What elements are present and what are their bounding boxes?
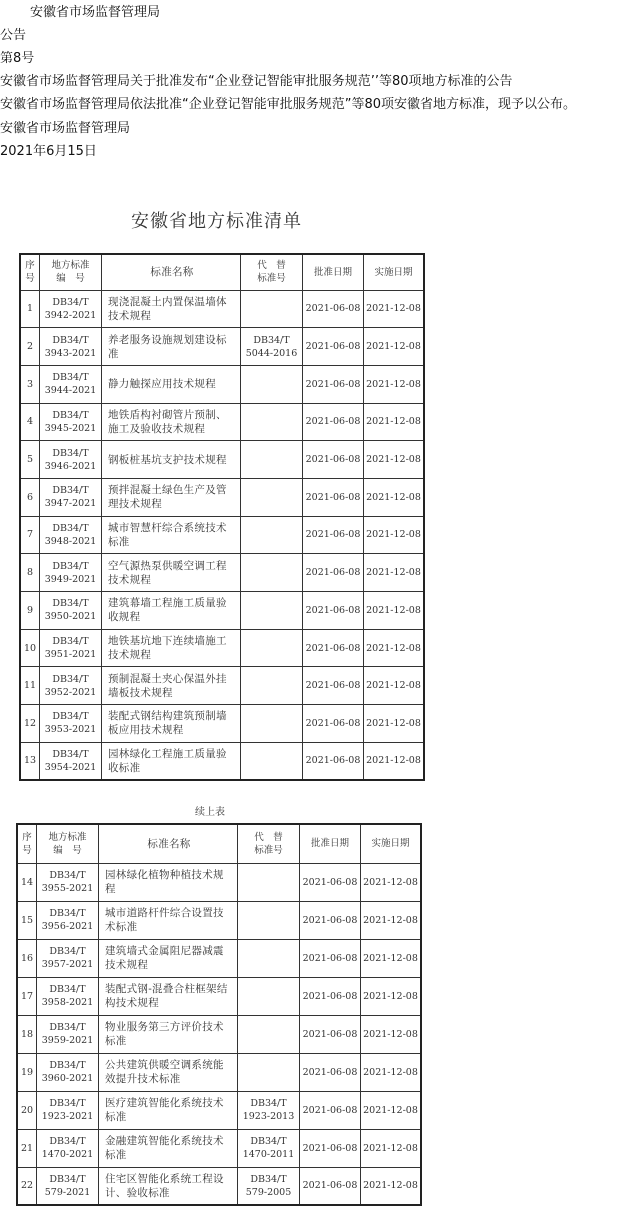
table-row [20, 328, 424, 366]
table-row [17, 863, 421, 901]
standard-code: DB34/T 3949-2021 [40, 554, 102, 592]
standard-code: DB34/T 579-2021 [37, 1167, 99, 1205]
standard-name: 园林绿化植物种植技术规程 [99, 863, 238, 901]
implement-date: 2021-12-08 [364, 328, 425, 366]
table-row [20, 441, 424, 479]
standard-name: 金融建筑智能化系统技术标准 [99, 1129, 238, 1167]
doc-date: 2021年6月15日 [0, 144, 97, 159]
standard-name: 地铁盾构衬砌管片预制、施工及验收技术规程 [102, 403, 241, 441]
standard-code: DB34/T 3948-2021 [40, 516, 102, 554]
replaced-standard [241, 441, 303, 479]
row-number: 9 [20, 592, 40, 630]
approve-date: 2021-06-08 [300, 901, 361, 939]
approve-date: 2021-06-08 [303, 667, 364, 705]
standard-code: DB34/T 3946-2021 [40, 441, 102, 479]
row-number: 1 [20, 290, 40, 328]
implement-date: 2021-12-08 [364, 742, 425, 780]
standard-code: DB34/T 3954-2021 [40, 742, 102, 780]
row-number: 22 [17, 1167, 37, 1205]
row-number: 16 [17, 939, 37, 977]
approve-date: 2021-06-08 [300, 1053, 361, 1091]
table-row [20, 554, 424, 592]
table-row [17, 939, 421, 977]
implement-date: 2021-12-08 [361, 1129, 422, 1167]
standard-code: DB34/T 3956-2021 [37, 901, 99, 939]
row-number: 13 [20, 742, 40, 780]
implement-date: 2021-12-08 [364, 629, 425, 667]
standard-name: 空气源热泵供暖空调工程技术规程 [102, 554, 241, 592]
row-number: 10 [20, 629, 40, 667]
col-code-header: 地方标准 编 号 [40, 254, 102, 290]
table-row [20, 365, 424, 403]
replaced-standard: DB34/T 1470-2011 [238, 1129, 300, 1167]
approve-date: 2021-06-08 [303, 705, 364, 743]
approve-date: 2021-06-08 [303, 290, 364, 328]
agency-header: 安徽省市场监督管理局 [30, 5, 161, 20]
implement-date: 2021-12-08 [361, 1091, 422, 1129]
standard-name: 公共建筑供暖空调系统能效提升技术标准 [99, 1053, 238, 1091]
row-number: 14 [17, 863, 37, 901]
standard-name: 装配式钢-混叠合柱框架结构技术规程 [99, 977, 238, 1015]
implement-date: 2021-12-08 [364, 705, 425, 743]
standard-code: DB34/T 3945-2021 [40, 403, 102, 441]
standard-name: 装配式钢结构建筑预制墙板应用技术规程 [102, 705, 241, 743]
approve-date: 2021-06-08 [303, 592, 364, 630]
approve-date: 2021-06-08 [300, 1091, 361, 1129]
standard-name: 地铁基坑地下连续墙施工技术规程 [102, 629, 241, 667]
approve-date: 2021-06-08 [303, 478, 364, 516]
row-number: 11 [20, 667, 40, 705]
standard-name: 住宅区智能化系统工程设计、验收标准 [99, 1167, 238, 1205]
standard-code: DB34/T 3950-2021 [40, 592, 102, 630]
row-number: 5 [20, 441, 40, 479]
table-row [20, 705, 424, 743]
row-number: 4 [20, 403, 40, 441]
approve-date: 2021-06-08 [303, 516, 364, 554]
table-row [20, 592, 424, 630]
implement-date: 2021-12-08 [361, 1167, 422, 1205]
approve-date: 2021-06-08 [303, 742, 364, 780]
standard-code: DB34/T 3947-2021 [40, 478, 102, 516]
standard-name: 预制混凝土夹心保温外挂墙板技术规程 [102, 667, 241, 705]
replaced-standard [241, 403, 303, 441]
approve-date: 2021-06-08 [303, 403, 364, 441]
replaced-standard: DB34/T 1923-2013 [238, 1091, 300, 1129]
replaced-standard [241, 742, 303, 780]
replaced-standard [241, 478, 303, 516]
table-row [20, 403, 424, 441]
doc-signature: 安徽省市场监督管理局 [0, 121, 131, 136]
row-number: 12 [20, 705, 40, 743]
replaced-standard [238, 901, 300, 939]
replaced-standard: DB34/T 5044-2016 [241, 328, 303, 366]
col-replaces-header: 代 替 标准号 [238, 824, 300, 863]
replaced-standard [241, 592, 303, 630]
row-number: 21 [17, 1129, 37, 1167]
standard-name: 园林绿化工程施工质量验收标准 [102, 742, 241, 780]
standard-code: DB34/T 3955-2021 [37, 863, 99, 901]
continued-label: 续上表 [195, 807, 225, 818]
doc-subject: 安徽省市场监督管理局关于批准发布“企业登记智能审批服务规范’’等80项地方标准的公告 [0, 74, 513, 89]
standard-code: DB34/T 1923-2021 [37, 1091, 99, 1129]
row-number: 6 [20, 478, 40, 516]
replaced-standard [238, 939, 300, 977]
row-number: 18 [17, 1015, 37, 1053]
col-replaces-header: 代 替 标准号 [241, 254, 303, 290]
table-row [20, 667, 424, 705]
table-row [17, 901, 421, 939]
standard-code: DB34/T 3959-2021 [37, 1015, 99, 1053]
row-number: 19 [17, 1053, 37, 1091]
row-number: 20 [17, 1091, 37, 1129]
implement-date: 2021-12-08 [364, 592, 425, 630]
table-header-row [20, 254, 424, 290]
doc-body: 安徽省市场监督管理局依法批准“企业登记智能审批服务规范”等80项安徽省地方标准，现予以公布。 [0, 97, 577, 112]
implement-date: 2021-12-08 [361, 977, 422, 1015]
standard-code: DB34/T 3960-2021 [37, 1053, 99, 1091]
implement-date: 2021-12-08 [361, 1015, 422, 1053]
list-title: 安徽省地方标准清单 [131, 211, 302, 232]
implement-date: 2021-12-08 [361, 901, 422, 939]
standard-code: DB34/T 3953-2021 [40, 705, 102, 743]
implement-date: 2021-12-08 [364, 667, 425, 705]
approve-date: 2021-06-08 [300, 863, 361, 901]
col-approve-header: 批准日期 [303, 254, 364, 290]
standard-code: DB34/T 3942-2021 [40, 290, 102, 328]
standard-name: 建筑墙式金属阻尼器减震技术规程 [99, 939, 238, 977]
standard-name: 预拌混凝土绿色生产及管理技术规程 [102, 478, 241, 516]
replaced-standard [241, 554, 303, 592]
table-row [17, 1053, 421, 1091]
standard-code: DB34/T 3943-2021 [40, 328, 102, 366]
table-row [17, 1129, 421, 1167]
standard-code: DB34/T 3952-2021 [40, 667, 102, 705]
approve-date: 2021-06-08 [303, 328, 364, 366]
approve-date: 2021-06-08 [303, 554, 364, 592]
standard-name: 物业服务第三方评价技术标准 [99, 1015, 238, 1053]
standards-table [19, 253, 425, 781]
col-implement-header: 实施日期 [361, 824, 422, 863]
standard-name: 医疗建筑智能化系统技术标准 [99, 1091, 238, 1129]
standard-code: DB34/T 3957-2021 [37, 939, 99, 977]
implement-date: 2021-12-08 [364, 290, 425, 328]
row-number: 8 [20, 554, 40, 592]
approve-date: 2021-06-08 [300, 1129, 361, 1167]
implement-date: 2021-12-08 [364, 478, 425, 516]
approve-date: 2021-06-08 [303, 365, 364, 403]
standard-name: 城市道路杆件综合设置技术标准 [99, 901, 238, 939]
implement-date: 2021-12-08 [364, 516, 425, 554]
approve-date: 2021-06-08 [303, 441, 364, 479]
implement-date: 2021-12-08 [364, 365, 425, 403]
replaced-standard [241, 705, 303, 743]
standards-table-continued [16, 823, 422, 1206]
standard-code: DB34/T 3944-2021 [40, 365, 102, 403]
replaced-standard [241, 365, 303, 403]
doc-type: 公告 [0, 28, 27, 43]
col-name-header: 标准名称 [99, 824, 238, 863]
replaced-standard [238, 1015, 300, 1053]
row-number: 17 [17, 977, 37, 1015]
replaced-standard [238, 977, 300, 1015]
approve-date: 2021-06-08 [300, 977, 361, 1015]
row-number: 7 [20, 516, 40, 554]
table-row [17, 977, 421, 1015]
implement-date: 2021-12-08 [361, 1053, 422, 1091]
replaced-standard: DB34/T 579-2005 [238, 1167, 300, 1205]
table-header-row [17, 824, 421, 863]
standard-code: DB34/T 3958-2021 [37, 977, 99, 1015]
standard-name: 钢板桩基坑支护技术规程 [102, 441, 241, 479]
col-name-header: 标准名称 [102, 254, 241, 290]
approve-date: 2021-06-08 [300, 1167, 361, 1205]
doc-number: 第8号 [0, 51, 35, 66]
approve-date: 2021-06-08 [303, 629, 364, 667]
standard-name: 养老服务设施规划建设标准 [102, 328, 241, 366]
standard-name: 建筑幕墙工程施工质量验收规程 [102, 592, 241, 630]
col-implement-header: 实施日期 [364, 254, 425, 290]
row-number: 2 [20, 328, 40, 366]
table-row [20, 629, 424, 667]
standard-code: DB34/T 3951-2021 [40, 629, 102, 667]
replaced-standard [241, 667, 303, 705]
approve-date: 2021-06-08 [300, 939, 361, 977]
col-no-header: 序 号 [17, 824, 37, 863]
table-row [17, 1091, 421, 1129]
standard-name: 静力触探应用技术规程 [102, 365, 241, 403]
replaced-standard [238, 1053, 300, 1091]
table-row [20, 290, 424, 328]
replaced-standard [241, 516, 303, 554]
replaced-standard [241, 290, 303, 328]
replaced-standard [238, 863, 300, 901]
implement-date: 2021-12-08 [364, 441, 425, 479]
table-row [17, 1015, 421, 1053]
standard-name: 现浇混凝土内置保温墙体技术规程 [102, 290, 241, 328]
table-row [20, 742, 424, 780]
col-approve-header: 批准日期 [300, 824, 361, 863]
implement-date: 2021-12-08 [361, 939, 422, 977]
approve-date: 2021-06-08 [300, 1015, 361, 1053]
standard-code: DB34/T 1470-2021 [37, 1129, 99, 1167]
col-no-header: 序 号 [20, 254, 40, 290]
standard-name: 城市智慧杆综合系统技术标准 [102, 516, 241, 554]
table-row [20, 516, 424, 554]
row-number: 15 [17, 901, 37, 939]
col-code-header: 地方标准 编 号 [37, 824, 99, 863]
table-row [17, 1167, 421, 1205]
table-row [20, 478, 424, 516]
replaced-standard [241, 629, 303, 667]
row-number: 3 [20, 365, 40, 403]
implement-date: 2021-12-08 [364, 554, 425, 592]
implement-date: 2021-12-08 [361, 863, 422, 901]
implement-date: 2021-12-08 [364, 403, 425, 441]
